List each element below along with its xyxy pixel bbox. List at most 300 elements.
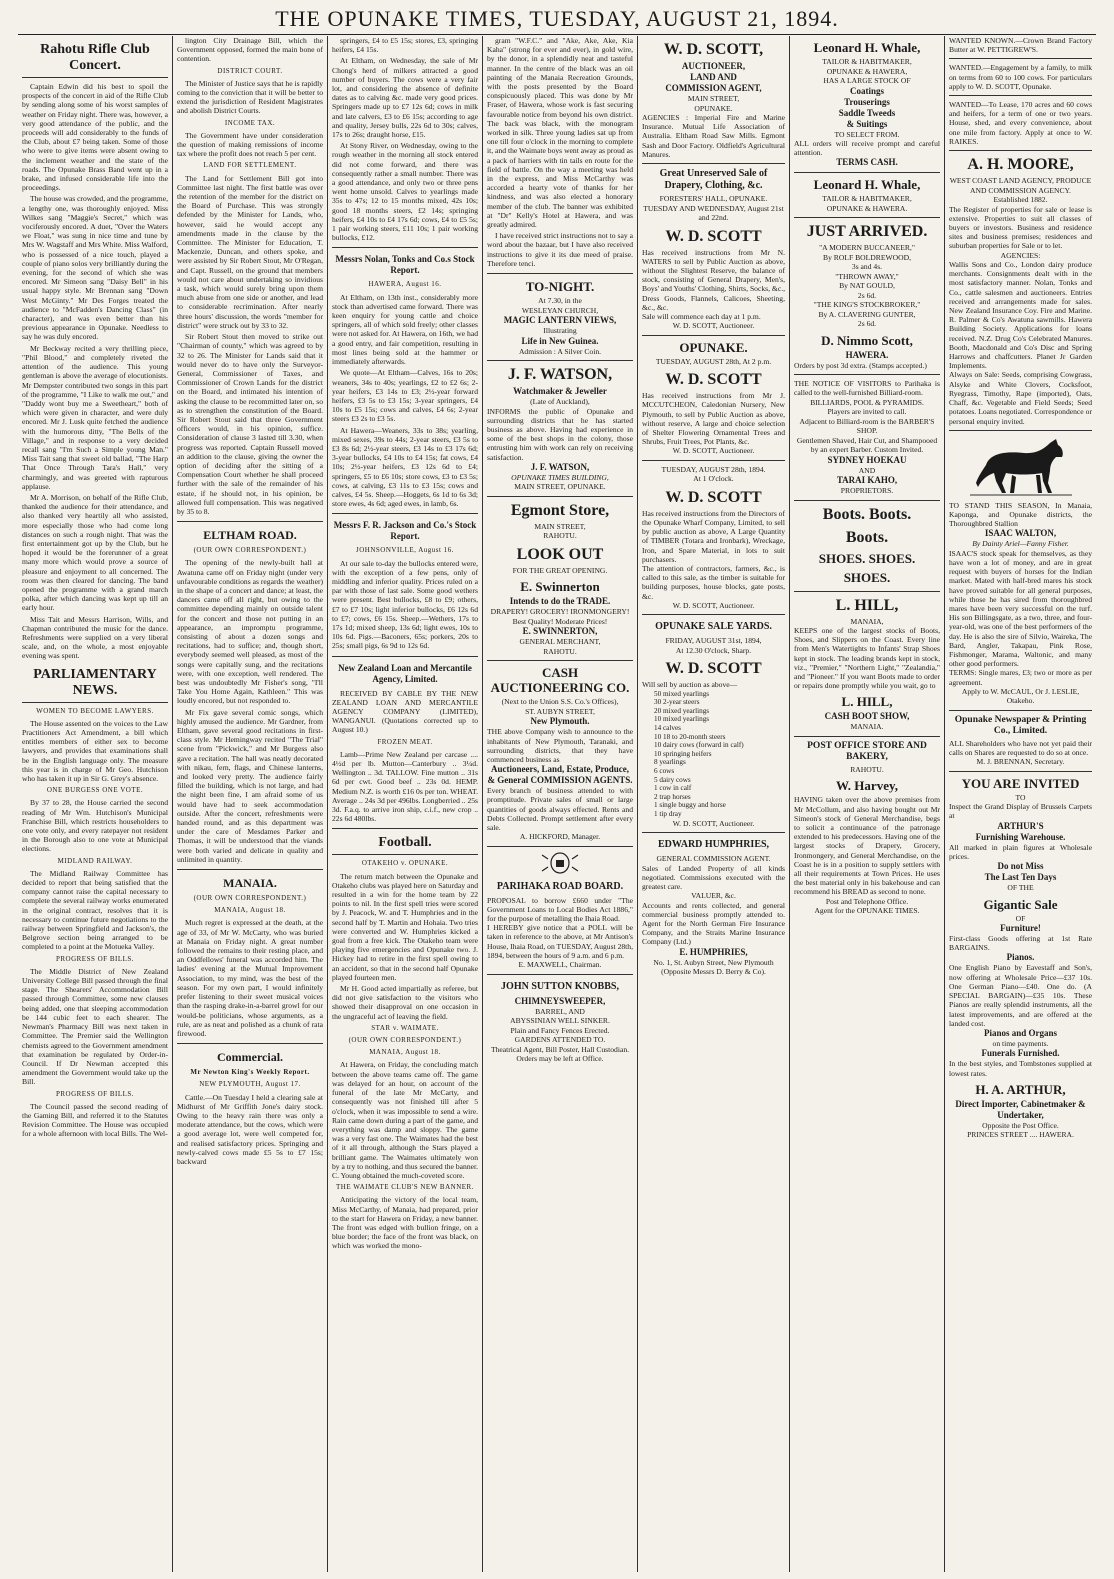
article-paragraph: Lamb—Prime New Zealand per carcase .... 4½d per lb. Mutton—Canterbury .. 3¼d. Wellington .. 3d. TALLOW. Fine mutton .. 31s 6d per cwt. Good beef .. 23s 0d. HEMP. Medium N.Z. is worth £16 0s per ton. WHEAT. Average .. 24s 3d per 496lbs. Longberried .. 25s 3d. F.a.q. to arrive iron ship, c.i.f., new crop .. 22s 6d 480lbs. [332,749,479,824]
dateline: MANAIA, August 18. [214,906,286,915]
subheading: PROGRESS OF BILLS. [55,954,135,963]
stock-list-item: 1 tip dray [654,809,682,818]
columns [18,36,1096,1572]
article-paragraph: At Hawera—Weaners, 33s to 38s; yearling, mixed sexes, 39s to 44s; 2-year steers, £3 5s to £3 8s 6d; 2½-year steers, £3 14s to £3 17s 6d; 3-year bullocks, £4 10s to £4 15s; fat cows, £4 10s; 2½-year heifers, £3 12s 6d to £4; springers, £5 to £6 10s; store cows, £3 to £3 5s; cows, at calving, £3 11s to £3 15s; cows and calves, £4 5s. Sheep.—Hoggets, 6s 1d to 6s 3d; store ewes, 4s 6d; aged ewes, in lamb, 6s. [332,425,478,509]
advert-line: PROPRIETORS. [840,486,894,496]
subheading: FROZEN MEAT. [377,737,433,746]
advert-line: Players are invited to call. [827,407,907,417]
article-paragraph: The return match between the Opunake and Otakeho clubs was played here on Saturday and resulted in a win for the home team by 22 points to nil. In the first spell tries were scored by J. Peacock, W. and T. Humphries and in the second half by T. Martin and Hohaia. Two tries were converted and W. Humphries kicked a goal from a free kick. The Otakeho team were playing five emergencies and Opunake two. J. Hickey had to retire in the first spell owing to an accident, so that in the second half Opunake played fourteen men. [332,871,478,982]
advert-text: Inspect the Grand Display of Brussels Carpets at [949,802,1092,821]
article-paragraph: Cattle.—On Tuesday I held a clearing sale at Midhurst of Mr Griffith Jone's dairy stock. Owing to the heavy rain there was only a moderate attendance, but the cows, which were a good average lot, were well competed for, and realised satisfactory prices. Springing and newly-calved cows made £5 5s to £7 15s; backward [177,1092,323,1166]
article-heading: ELTHAM ROAD. [203,528,297,543]
advert-line: Pianos. [1006,952,1035,963]
article-paragraph: The Minister of Justice says that he is rapidly coming to the conviction that it will be better to extend the jurisdiction of Resident Magistrates and abolish District Courts. [177,78,323,116]
advert-text: Accounts and rents collected, and general commercial business promptly attended to. Agent for the North German Fire Insurance Company, and the Straits Marine Insurance Company (Ltd.) [642,900,785,947]
dateline: MANAIA, August 18. [369,1048,441,1057]
stock-list-item: 2 trap horses [654,792,691,801]
article-paragraph: By 37 to 28, the House carried the second reading of Mr Wm. Hutchison's Municipal Franchise Bill, which restricts householders to one vote only, and every ratepayer not resident in the Borough also to one vote at Municipal elections. [22,798,168,854]
advert-title: CASH AUCTIONEERING CO. [490,665,630,696]
advert-text: Will sell by auction as above— [642,680,738,690]
advert-text: The Register of properties for sale or lease is extensive. Properties to suit all classes of buyers or investors. Business and residence sites and business premises; residences and suburban properties for Sale or to let. [949,204,1092,251]
article-heading: Rahotu Rifle Club Concert. [22,42,168,78]
advert-title: A. H. MOORE, [967,156,1074,174]
stock-list [642,690,785,819]
advert-title: JOHN SUTTON KNOBBS, [501,980,619,992]
advert-line: TUESDAY, AUGUST 28th, 1894. [661,464,766,474]
advert-line: At 12.30 O'clock, Sharp. [675,645,752,655]
advert-title: OPUNAKE. [679,339,748,355]
article-heading: MANAIA. [223,876,277,891]
advert-title: JUST ARRIVED. [806,223,928,241]
advert-line: Intends to do the TRADE. [509,596,611,607]
subheading: (OUR OWN CORRESPONDENT.) [193,894,307,903]
subheading: (OUR OWN CORRESPONDENT.) [348,1036,462,1045]
article-paragraph: The opening of the newly-built hall at Awatuna came off on Friday night (under very unfavourable conditions as regards the weather) in the shape of a concert and dance; at least, the dancers came off all right, but owing to the committee depending mainly on outside talent for the concert and those not putting in an appearance, an impromptu programme, consisting of about a dozen songs and recitations, had to suffice; and, though short, everybody seemed well pleased, as most of the songs were capitally sung, and the recitations were, with one exception, well rendered. The best was undoubtedly Mr Fisher's song, "I'll Take You Home Again, Kathleen." This was loudly encored, but not responded to. [177,558,323,706]
advert-text: Orders by post 3d extra. (Stamps accepted.) [794,360,927,370]
advert-signature: Apply to W. McCAUL, Or J. LESLIE, Otakeho. [961,686,1080,706]
advert-text: WANTED.—Engagement by a family, to milk on terms from 60 to 100 cows. For particulars apply to W. D. SCOTT, Opunake. [949,63,1092,91]
advert-line: By NAT GOULD, [839,281,895,291]
advert-line: Pianos and Organs [983,1027,1058,1038]
advert-text: ISAAC'S stock speak for themselves, as they have won a lot of money, and are in great request with buyers of horses for the Indian market. Mated with half-bred mares his stock have proved suitable for all general purposes, while those he has sired from thoroughbred mares have been very successful on the turf. His son Billingsgate, as a two, three, and four-year-old, was one of the best performers of the day. He is also the sire of Silvio, Waireka, The Bard, Angler, Takapau, Pink Rose, Fishmonger, Marama, Waltonic, and many other good performers. [949,548,1092,669]
advert-line: Boots. [845,528,889,546]
advert-line: on time payments. [992,1038,1049,1048]
advert-wanted-lease [949,100,1092,151]
advert-title: Leonard H. Whale, [813,177,921,193]
advert-line: Post and Telephone Office. [825,896,909,906]
advert-line: OPUNAKE TIMES BUILDING, [511,472,609,482]
masthead: THE OPUNAKE TIMES, TUESDAY, AUGUST 21, 1894. [18,4,1096,35]
advert-scott [642,40,785,164]
horse-icon [966,435,1076,497]
column-7 [945,36,1096,1572]
advert-line: TAILOR & HABITMAKER, [822,57,912,66]
advert-whale-2 [794,177,940,218]
advert-line: ST. AUBYN STREET, [525,706,595,716]
advert-line: MANAIA, [850,616,884,626]
subheading: INCOME TAX. [224,118,276,127]
advert-text: AGENCIES : Imperial Fire and Marine Insurance. Mutual Life Association of Australia. Eltham Road Saw Mills. Egmont Sash and Door Factory. Oldfield's Agricultural Manures. [642,113,785,159]
column-5 [638,36,790,1572]
advert-watson [487,365,633,497]
subheading: (OUR OWN CORRESPONDENT.) [193,546,307,555]
advert-title: J. F. WATSON, [507,366,613,384]
column-4 [483,36,638,1572]
advert-line: E. Swinnerton [520,579,600,595]
advert-line: GENERAL MERCHANT, [519,637,601,647]
advert-tonight [487,279,633,361]
stock-list-item: 30 2-year steers [654,698,700,707]
advert-line: SHOES. SHOES. [818,550,916,566]
advert-line: TARAI KAHO, [836,475,898,486]
article-paragraph: Much regret is expressed at the death, at the age of 33, of Mr W. McCarty, who was buried at Manaia on Friday night. A great number followed the remains to their resting place, and an Oddfellows' funeral was accorded him. The ladies' evening at the Mutual Improvement Association, to my mind, was the best of the season. For my own part, I would infinitely prefer listening to their sweet musical voices than the rasping drake-in-a-barrel growl for our would-be politicians, whose arguments, as a rule, are as neat and polished as a chunk of rata firewood. [177,918,323,1038]
article-heading: Commercial. [216,1050,284,1065]
advert-nursery-sale [642,340,785,461]
advert-text: Every branch of business attended to with promptitude. Private sales of small or large quantities of goods always effected. Rents and Debts Collected. Prompt settlement after every sale. [487,786,633,832]
advert-line: Illustrating [543,326,577,336]
advert-line: HAWERA. [845,349,889,360]
advert-line: WESLEYAN CHURCH, [521,305,599,315]
advert-title: OPUNAKE SALE YARDS. [655,621,772,633]
advert-line: 3s and 4s. [851,262,883,272]
article-paragraph: The house was crowded, and the programme, a lengthy one, was thoroughly enjoyed. Miss Wilkes sang "Maggie's Secret," which was vociferously encored. A duet, "Over the Waters we Float," was sung in nice time and tune by Mrs W. Wagstaff and Mrs White. Miss Walford, who is possessed of a nice touch, played a couple of piano solos very brilliantly during the evening, for the second of which she was encored. Mr Simeon sang "Daisy Bell" in his usual happy style. Mr Brennan sang "Down West McGinty." Mr Des Forges treated the audience to "McFadden's Dancing Class" (in character), and was even better than his previous appearance in Opunake. Needless to say he was duly encored. [22,194,168,342]
advert-line: MAIN STREET, OPUNAKE. [514,482,606,492]
advert-line: At 1 O'clock. [693,474,734,484]
advert-arthur [949,776,1092,1144]
advert-line: Funerals Furnished. [981,1048,1060,1059]
subheading: DISTRICT COURT. [217,66,283,75]
advert-text: Has received instructions from Mr N. WATERS to sell by Public Auction as above, without the Slightest Reserve, the balance of stock, consisting of General Drapery, Men's, Boys' and Youths' Clothing, Shirts, Socks, &c., Dress Goods, Flannels, Calicoes, Sheeting, &c., &c. [642,247,785,312]
advert-text: Sales of Landed Property of all kinds negotiated. Commissions executed with the greatest care. [642,863,785,891]
advert-line: LAND AND [690,72,737,82]
article-paragraph: At Eltham, on 13th inst., considerably more stock than advertised came forward. There was keen enquiry for young cattle and choice springers, all of which sold freely; other classes were not asked for. At Hawera, on 16th, we had a good entry, and fair competition, resulting in most lines being sold at the hammer or immediately afterwards. [332,292,478,367]
advert-stallion [949,435,1092,711]
crest-icon [540,851,580,875]
stock-list-item: 1 cow in calf [654,784,692,793]
article-paragraph: I have received strict instructions not to say a word about the bazaar, but I have also received instructions to give it its due meed of praise. Therefore tenci. [487,231,633,268]
advert-signature: W. D. SCOTT, Auctioneer. [672,446,755,456]
advert-knobbs [487,979,633,1068]
advert-line: AND [858,465,876,475]
advert-line: Plain and Fancy Fences Erected. [510,1025,610,1035]
advert-line: BILLIARDS, POOL & PYRAMIDS. [810,397,924,407]
advert-text: First-class Goods offering at 1st Rate BARGAINS. [949,934,1092,953]
advert-signature: E. MAXWELL, Chairman. [518,960,602,970]
advert-line: TUESDAY, AUGUST 28th, At 2 p.m. [655,356,772,366]
advert-text: KEEPS one of the largest stocks of Boots, Shoes, and Slippers on the Coast. Every line from Men's Watertights to Infants' Strap Shoes kept in stock. The leading brands kept in stock, viz., "Premier," "Northern Light," "Zealandia," and "Pioneer." If you want Boots made to order or repairs done promptly while you wait, go to [794,626,940,691]
dateline: HAWERA, August 16. [368,280,442,289]
stock-list-item: 6 cows [654,766,675,775]
advert-line: Furnishing Warehouse. [975,831,1066,842]
article-paragraph: Captain Edwin did his best to spoil the prospects of the concert in aid of the Rifle Club by sending along some of his worst samples of weather on Friday night. There was, however, a very good attendance of the public, and the proceeds will add considerably to the funds of the Club, about £7 being taken. Some of those who were to give items were absent owing to the inclement weather and the state of the roads. The Opunake Brass Band went up in a brake, and infused considerable life into the proceedings. [22,82,168,193]
advert-line: RAHOTU. [543,646,577,656]
advert-line: Coatings [849,85,884,96]
advert-line: FRIDAY, AUGUST 31st, 1894, [665,636,762,646]
article-paragraph: Mr Beckway recited a very thrilling piece, "Phil Blood," and completely riveted the attention of the audience. This young gentleman is above the average of elocutionists. Mr Dempster contributed two songs in this part of the programme, "I Like to walk me out," and "Daddy wont buy me a Sweetheart," both of which were given in character, and were duly encored. Mr J. Lusk quite fetched the audience with the humorous ditty, "The Bells of the Village," and in response to a very decided recall sang "I'm Such a Simple young Man." Miss Tait sang that sweet old ballad, "The Harp That Once Through Tara's Hall," very charmingly, and was greeted with rapturous applause. [22,343,168,491]
advert-line: Agent for the OPUNAKE TIMES. [814,906,920,916]
advert-whale-1 [794,40,940,173]
advert-line: OPUNAKE & HAWERA, [826,66,908,76]
advert-text: TO STAND THIS SEASON, In Manaia, Kaponga, and Opunake districts, the Thoroughbred Stallion [949,500,1092,529]
article-paragraph: The Midland Railway Committee has decided to report that being satisfied that the company cannot raise the capital necessary to complete the several railway works enumerated in the original contract, resolves that it is necessary to continue future negotiations to the railway between Springfield and Jackson's, the Belgrove section being arranged to be completed to a point at the Motueka Valley. [22,868,168,952]
advert-line: Admission : A Silver Coin. [518,346,602,356]
article-heading: New Zealand Loan and Mercantile Agency, Limited. [338,662,472,684]
advert-line: VALUER, &c. [691,891,736,901]
advert-line: TERMS CASH. [836,157,898,168]
advert-line: W. D. SCOTT [665,371,762,389]
advert-text: In the best styles, and Tombstones supplied at lowest rates. [949,1059,1092,1078]
advert-line: BARREL, AND [535,1006,585,1016]
article-paragraph: Sir Robert Stout then moved to strike out "Chairman of county," which was agreed to by 32 to 26. The Minister for Lands said that it would never do to have only the Surveyor-General, Commissioner of Taxes, and Commissioner of Crown Lands for the district on the Board, and intimated his intention of asking the clause to be recommitted later on, so as to strengthen the constitution of the Board. Sir Robert Stout said that three Government officers would, in his opinion, suffice. Consideration of clause 3 lasted till 3.30, when progress was reported. Captain Russell moved an addition to the clause, giving the owner the option of deciding after the sitting of a Compensation Court whether he shall proceed further with the sale of the remainder of his estate, if he should not, in his opinion, be allowed full compensation. This was negatived by 35 to 8. [177,332,323,516]
advert-line: AUCTIONEER, [681,61,746,71]
advert-line: Life in New Guinea. [521,335,599,346]
advert-line: L. HILL, [841,694,893,710]
advert-line: MANAIA. [850,722,884,732]
advert-line: Gigantic Sale [983,896,1058,912]
advert-title: POST OFFICE STORE AND BAKERY, [807,740,927,762]
article-paragraph: At Eltham, on Wednesday, the sale of Mr Chong's herd of milkers attracted a good number of buyers. The cows were a very fair lot, and considering the absence of definite dates as to calving &c. made very good prices. Springers made up to £7 12s 6d; cows in milk and late calvers, £3 to £6 15s; according to age and quality, Jersey bulls, 22s 6d to 30s; calves, 17s to 26s; draught horse, £15. [332,56,478,140]
advert-line: W. D. SCOTT [665,227,762,245]
advert-line: Opposite the Post Office. [982,1120,1059,1130]
advert-line: YOU ARE INVITED [961,775,1080,791]
advert-text: TERMS: Single mares, £3; two or more as per agreement. [949,668,1092,687]
article-paragraph: At Stony River, on Wednesday, owing to the rough weather in the morning all stock entered did not come forward, and there was consequently rather a small number. There was a good attendance, and only two or three pens went home unsold. Calves to yearlings made 35s to 47s; 12 to 15 months mixed, 42s 10s; good 18 months steers, £2 14s; springing heifers, £4 10s to £4 17s 6d; cows, £4 to £5 5s; 1 pair working steers, £11 10s; 1 pair working bullocks, £12. [332,141,478,243]
advert-text: Has received instructions from Mr J. MCCUTCHEON, Caledonian Nursery, New Plymouth, to sell by Public Auction as above, without reserve, A large and choice selection of Shelter Flowering Ornamental Trees and Shrubs, Fruit Trees, Pot Plants, &c. [642,391,785,447]
divider [332,656,478,657]
advert-line: GARDENS ATTENDED TO. [514,1035,606,1045]
article-paragraph: At our sale to-day the bullocks entered were, with the exception of a few pens, only of middling and inferior quality. Prices ruled on a par with those of last sale. Some good wethers were present. Best bullocks, £8 to £9; others, £7 to £7 10s; light inferior bullocks, £6 12s 6d to £7; cows, £6 15s. Sheep.—Wethers, 17s to 17s 1d; mixed sheep, 13s 6d; light ewes, 10s to 10s 6d. Pigs.—Baconers, 65s; porkers, 20s to 25s; small pigs, 6s 9d to 12s 6d. [332,558,478,651]
advert-line: FOR THE GREAT OPENING. [512,565,608,575]
article-paragraph: Mr A. Morrison, on behalf of the Rifle Club, thanked the audience for their attendance, and also thanked very heartily all who assisted, more especially those who had come long distances on such a rough night. That was the first entertainment got up by the Club, but he hoped it would be the forerunner of a great many more which would prove a source of pleasure and enjoyment to all concerned. The room was then cleared for dancing. The band opened the programme with a grand march polka, after which dancing was kept up till an early hour. [22,492,168,613]
advert-line: "THROWN AWAY," [835,271,899,281]
advert-line: Gentlemen Shaved, Hair Cut, and Shampooed by an expert Barber. Custom Invited. [796,435,938,455]
advert-line: CHIMNEYSWEEPER, [514,995,606,1006]
advert-line: Boots. Boots. [822,505,912,523]
advert-line: & Suitings [846,118,888,129]
article-paragraph: The Government have under consideration the question of making remissions of income tax where the profit does not reach 5 per cent. [177,130,323,159]
advert-line: Do not Miss [997,861,1044,872]
subheading: OTAKEHO v. OPUNAKE. [361,859,449,868]
advert-text: Sale will commence each day at 1 p.m. [642,311,761,321]
advert-line: Adjacent to Billiard-room is the BARBER'S SHOP. [799,416,935,436]
divider [332,513,478,514]
article-heading: Football. [332,835,478,855]
article-heading: Messrs F. R. Jackson and Co.'s Stock Report. [333,520,477,542]
advert-line: Orders may be left at Office. [516,1054,604,1064]
article-paragraph: At Hawera, on Friday, the concluding match between the above teams came off. The game was delayed for an hour, on account of the funeral of the late Mr McCarty, and consequently was not finished till after 5 o'clock, when it was impossible to send a wire. Rain came down during a part of the game, and everything was damp and sloppy. The game was a very fast one. The Waimates had the best of it all through, although the Stars played a brilliant game. The Waimates ultimately won by a try to nothing, and thus secured the banner. C. Young obtained the much-coveted score. [332,1060,478,1180]
advert-moore [949,155,1092,431]
article-paragraph: lington City Drainage Bill, which the Government opposed, formed the main bone of contention. [177,36,323,64]
advert-line: TO SELECT FROM. [834,129,900,139]
dateline: NEW PLYMOUTH, August 17. [199,1080,301,1089]
column-6 [790,36,945,1572]
advert-line: H. A. ARTHUR, [975,1081,1066,1097]
advert-line: OF [1015,913,1026,923]
advert-line: OPUNAKE. [694,103,733,113]
advert-line: AGENCIES: [1000,250,1041,260]
subheading: MIDLAND RAILWAY. [57,856,133,865]
advert-signature: M. J. BRENNAN, Secretary. [976,757,1065,767]
advert-line: DRAPERY! GROCERY! IRONMONGERY! [490,607,630,617]
advert-line: "THE KING'S STOCKBROKER," [813,300,921,310]
advert-title: PARIHAKA ROAD BOARD. [496,880,624,892]
advert-signature: E. HUMPHRIES, [679,946,748,957]
advert-text: HAVING taken over the above premises from Mr McCollum, and also having bought out Mr Simeon's stock of General Merchandise, begs to solicit a continuance of the patronage extended to his predecessors. Having one of the largest stocks of Drapery, Grocery, Ironmongery, and General Merchandise, on the Coast he is in a position to supply settlers with all their requirements at Town Prices. He uses the best material only in his bakehouse and can recommend his BREAD as second to none. [794,795,940,897]
stock-list-item: 10 18 to 20-month steers [654,732,726,741]
advert-line: OPUNAKE & HAWERA. [826,203,908,213]
divider [177,869,323,870]
article-paragraph: The Land for Settlement Bill got into Committee last night. The first battle was over the retention of the member for the district on the Board of Purchase. This was strongly defended by the Minister for Lands, who, however, said he would accept any amendments made in the clause by the Committee. The Minister for Education, T. Mackenzie, Duncan, and others spoke, and were assisted by Sir Robert Stout, Mr O'Regan, and Capt. Russell, on the ground that members would not care about undertaking so invidious a task, which would surely bring upon them much abuse from one side or another, and lead to considerable recrimination. After nearly three hours' discussion, the words "member for district" were struck out by 33 to 32. [177,173,323,330]
advert-wanted-engagement [949,63,1092,96]
advert-line: MAIN STREET, [534,521,586,531]
advert-humphries [642,837,785,981]
advert-line: No. 1, St. Aubyn Street, New Plymouth [653,957,774,967]
advert-line: Auctioneers, Land, Estate, Produce, & General COMMISSION AGENTS. [487,764,633,786]
stock-list-item: 10 springing heifers [654,749,712,758]
advert-line: TO [1015,792,1026,802]
divider [332,247,478,248]
subheading: ONE BURGESS ONE VOTE. [46,786,144,795]
advert-text: PROPOSAL to borrow £660 under "The Government Loans to Local Bodies Act 1886," for the purpose of metalling the Ihaia Road. [487,895,633,924]
advert-sale-yards [642,619,785,833]
advert-signature: A. HICKFORD, Manager. [519,832,601,842]
advert-line: SYDNEY HOEKAU [827,454,907,465]
advert-line: ISAAC WALTON, [984,528,1057,539]
advert-timber-sale [642,465,785,616]
stock-list-item: 5 dairy cows [654,775,691,784]
advert-line: (Opposite Messrs D. Berry & Co). [661,967,766,977]
stock-list-item: 50 mixed yearlings [654,689,710,698]
article-paragraph: The House assented on the voices to the Law Practitioners Act Amendment, a bill which entitles members of either sex to become lawyers, and provides that examinations shall be in the English language only. The measure this year is in charge of Mr Geo. Hutchison who has taken it up in Sir G. Grey's absence. [22,718,168,784]
advert-line: "A MODERN BUCCANEER," [819,243,915,253]
article-paragraph: The Council passed the second reading of the Gaming Bill, and referred it to the Statutes Revision Committee. The House was occupied for a whole afternoon with local Bills. The Wel- [22,1101,168,1139]
advert-line: Watchmaker & Jeweller [513,386,607,397]
advert-text: ALL orders will receive prompt and careful attention. [794,139,940,158]
advert-line: GENERAL COMMISSION AGENT. [656,854,771,863]
advert-line: ABYSSINIAN WELL SINKER. [510,1016,610,1026]
advert-printing-co [949,715,1092,772]
advert-text: THE NOTICE OF VISITORS to Parihaka is called to the well-furnished Billiard-room. [794,379,940,398]
advert-drapery-sale [642,168,785,336]
advert-line: Direct Importer, Cabinetmaker & Undertaker, [955,1098,1086,1120]
advert-line: RAHOTU. [850,764,884,774]
article-paragraph: The Middle District of New Zealand University College Bill passed through the final stage. The Shearers' Accommodation Bill passed through Committee, some new clauses being added, one that sleeping accommodation be 144 cubic feet to each shearer. The Newman's Pharmacy Bill was next taken in Committee. The Premier said the Wellington chemists agreed to the Government amendment that examination be regulated by Order-in-Council. If Dr Newman accepted this amendment the Government would take up the Bill. [22,966,168,1087]
advert-line: At 7.30, in the [538,296,582,306]
advert-line: MAGIC LANTERN VIEWS, [503,315,617,326]
advert-boots [794,505,940,592]
advert-line: LOOK OUT [516,545,604,563]
advert-line: COMMISSION AGENT, [665,83,762,93]
stock-list-item: 14 calves [654,723,681,732]
advert-cash-auctioneering [487,665,633,846]
advert-line: Best Quality! Moderate Prices! [512,616,608,626]
advert-line: (Next to the Union S.S. Co.'s Offices), [501,697,619,707]
advert-line: PRINCES STREET .... HAWERA. [967,1130,1074,1140]
subheading: Mr Newton King's Weekly Report. [190,1068,310,1077]
stock-list-item: 10 dairy cows (forward in calf) [654,741,744,750]
advert-text: I HEREBY give notice that a POLL will be taken in reference to the above, at Mr Antison's House, Ihaia Road, on TUESDAY, August 28th, 1894, between the hours of 9 a.m. and 6 p.m. [487,923,633,960]
advert-line: MAIN STREET, [687,94,740,103]
article-heading: PARLIAMENTARY NEWS. [22,667,168,703]
advert-signature: J. F. WATSON, [530,461,590,472]
advert-line: Saddle Tweeds [838,107,896,118]
advert-title: Leonard H. Whale, [813,40,921,55]
column-2 [173,36,328,1572]
advert-line: Established 1882. [993,195,1048,205]
advert-road-board [487,851,633,975]
advert-signature: W. D. SCOTT, Auctioneer. [672,321,755,331]
advert-line: W. Harvey, [836,778,898,794]
advert-line: By ROLF BOLDREWOOD, [823,252,911,262]
advert-line: SHOES. [843,569,891,585]
advert-wanted-known [949,36,1092,59]
column-3 [328,36,483,1572]
advert-line: FORESTERS' HALL, OPUNAKE. [659,194,768,204]
advert-line: 2s 6d. [857,319,877,329]
advert-line: D. Nimmo Scott, [821,332,913,348]
divider [332,828,478,829]
stock-list-item: 20 mixed yearlings [654,706,710,715]
advert-text: The attention of contractors, farmers, &c., is called to this sale, as the timber is suitable for building purposes, house blocks, gate posts, &c. [642,564,785,601]
advert-line: Furniture! [1000,923,1041,934]
article-paragraph: Mr Fix gave several comic songs, which highly amused the audience. Mr Gardner, from Eltham, gave several good recitations in first-class style. Mr Hemingway recited "The Trial" scene from "Pickwick," and Mr Burgess also gave a recitation. The hall was neatly decorated with nikau, fern, flags, and Chinese lanterns, and looked very pretty. The audience fairly filled the building, which is not large, and had the night been fine, I am afraid some of us would have had to seek accommodation outside. After the concert, refreshments were handed round, and as this department was under the care of Mesdames Parker and Thomas, it will be understood that the viands were both varied and delicate in quality and unlimited in quantity. [177,707,323,864]
advert-text: Wallis Sons and Co., London dairy produce merchants. Consignments dealt with in the most satisfactory manner. Nolan, Tonks and Co., cattle salesmen and auctioneers. Entries received and arrangements made for sales. New Zealand Insurance Coy. Fire and Marine. R. Palmer & Co's Awatuna sawmills. Hawera Building Society. Applications for loans received. N.Z. Drug Co's Celebrated Manures. Booth, Macdonald and Co's Disc and Spring Harrows and chaffcutters. Planet Jr Garden Implements. [949,260,1092,371]
advert-title: L. HILL, [835,596,899,614]
divider [177,521,323,522]
advert-text: Always on Sale: Seeds, comprising Cowgrass, Alsyke and White Clovers, Cocksfoot, Ryegrass, Timothy, Rape (imported), Oats, Chaff, &c. Vegetable and Field Seeds; Seed potatoes. Loans negotiated. Correspondence or personal enquiry invited. [949,370,1092,426]
advert-title: Opunake Newspaper & Printing Co., Limited. [954,714,1087,736]
advert-line: The Last Ten Days [984,872,1057,883]
advert-line: HAS A LARGE STOCK OF [823,76,911,85]
article-paragraph: springers, £4 to £5 15s; stores, £3, springing heifers, £4 15s. [332,36,478,55]
advert-text: WANTED KNOWN.—Crown Brand Factory Butter at W. PETTIGREW'S. [949,36,1092,55]
advert-harvey [794,741,940,920]
advert-text: INFORMS the public of Opunake and surrounding districts that he has started business as above. Having had experience in some of the best shops in the colony, those entrusting him with work can rely on receiving satisfaction. [487,406,633,462]
article-paragraph: Anticipating the victory of the local team, Miss McCarthy, of Manaia, had prepared, prior to the start for Hawera on Friday, a new banner. The front was edged with bullion fringe, on a blue border; the face of the front was black, on which was worked the mono- [332,1195,478,1251]
advert-text: WANTED—To Lease, 170 acres and 60 cows and heifers, for a term of one or two years. House, shed, and every convenience, about one mile from factory. Apply at once to W. RAIKES. [949,100,1092,146]
advert-line: (Late of Auckland), [530,397,590,407]
advert-hill [794,596,940,737]
article-paragraph: RECEIVED BY CABLE BY THE NEW ZEALAND LOAN AND MERCANTILE AGENCY COMPANY (LIMITED), WANGANUI. (Quotations corrected up to August 10.) [332,688,478,735]
advert-line: 2s 6d. [857,290,877,300]
advert-line: Theatrical Agent, Bill Poster, Hall Custodian. [490,1044,630,1054]
stock-list-item: 1 single buggy and horse [654,801,726,810]
subheading: LAND FOR SETTLEMENT. [203,161,297,170]
article-paragraph: Mr H. Good acted impartially as referee, but did not give satisfaction to the visitors who showed their disapproval on one occasion in the ungraceful act of leaving the field. [332,984,478,1021]
advert-signature: W. D. SCOTT, Auctioneer. [672,818,755,828]
advert-text: THE above Company wish to announce to the inhabitants of New Plymouth, Taranaki, and surrounding districts, that they have commenced business as [487,727,633,764]
dateline: JOHNSONVILLE, August 16. [356,546,454,555]
subheading: THE WAIMATE CLUB'S NEW BANNER. [336,1183,474,1192]
advert-title: Great Unreserved Sale of Drapery, Clothing, &c. [659,168,768,192]
advert-title: TO-NIGHT. [525,279,595,295]
advert-title: EDWARD HUMPHRIES, [657,839,770,850]
advert-billiards [794,379,940,500]
advert-text: One English Piano by Eavestaff and Son's, now offering at Wholesale Price—£37 10s. One German Piano—£40. One do. (A SPECIAL BARGAIN)—£35 10s. These Pianos are really splendid instruments, all the latest improvements, and are offered at the landed cost. [949,963,1092,1028]
advert-title: Egmont Store, [510,501,610,519]
stock-list-item: 8 yearlings [654,758,686,767]
advert-line: ARTHUR'S [997,820,1044,831]
column-1 [18,36,173,1572]
article-paragraph: We quote—At Eltham—Calves, 16s to 20s; weaners, 34s to 40s; yearlings, £2 to £2 6s; 2-year heifers, £3 14s to £3; 2½-year forward heifers, £3 5s to £3 15s; 3-year springers, £4 10s to £5 15s; cows and calves, £4 6s; 2-year steers £3 2s to £3 5s. [332,368,478,424]
article-heading: Messrs Nolan, Tonks and Co.s Stock Report. [335,254,475,276]
article-paragraph: Miss Tait and Messrs Harrison, Wills, and Chapman contributed the music for the dance. Refreshments were supplied on a very liberal scale, and, on the whole, a most enjoyable evening was spent. [22,614,168,661]
advert-line: W. D. SCOTT [665,660,762,678]
advert-line: WEST COAST LAND AGENCY, PRODUCE AND COMMISSION AGENCY. [949,176,1092,195]
advert-line: New Plymouth. [530,716,590,727]
advert-text: Has received instructions from the Directors of the Opunake Wharf Company, Limited, to sell by public auction as above, A Large Quantity of TIMBER (Totara and Ironbark), Wreckage, Iron, and Spare Material, in lots to suit purchasers. [642,508,785,564]
stock-list-item: 10 mixed yearlings [654,715,710,724]
advert-text: All marked in plain figures at Wholesale prices. [949,842,1092,861]
advert-text: ALL Shareholders who have not yet paid their calls on Shares are requested to do so at once. [949,738,1092,758]
advert-line: CASH BOOT SHOW, [824,711,910,722]
article-paragraph: gram "W.F.C." and "Ake, Ake, Ake, Kia Kaha" (strong for ever and ever), in gold wire, by the donor, in a splendidly neat and tasteful manner. In the centre of the black was an oil painting of the Manaia Recreation Grounds, with the posts presented by the Board conspicuously placed. This was done by Mr Fraser, of Hawera, whose work is fast securing favourable notice from beyond his own district. The back was black, with the monogram worked in silk. Three young ladies sat up from one till four o'clock in the morning to complete it, and the Waimate boys went away as proud as a pack of harriers with tin tails en route for the field of battle. On the way a meeting was held in the express, and Miss McCarthy was accorded a hearty vote of thanks for her kindness, and was also elected a honorary member of the club. The banner was exhibited at "Dr" Kelly's Hotel at Hawera, and was greatly admired. [487,36,633,230]
subheading: PROGRESS OF BILLS. [55,1089,135,1098]
subheading: WOMEN TO BECOME LAWYERS. [36,706,154,715]
advert-line: Trouserings [844,96,890,107]
advert-egmont-store [487,501,633,662]
divider [177,1043,323,1044]
advert-line: By Dainty Ariel—Fanny Fisher. [972,539,1069,549]
advert-line: RAHOTU. [543,531,577,541]
advert-signature: W. D. SCOTT, Auctioneer. [672,600,755,610]
divider [487,273,633,274]
advert-line: OF THE [1007,883,1034,893]
advert-line: W. D. SCOTT [665,488,762,506]
subheading: STAR v. WAIMATE. [371,1023,439,1032]
advert-books [794,222,940,375]
advert-title: W. D. SCOTT, [663,41,764,58]
